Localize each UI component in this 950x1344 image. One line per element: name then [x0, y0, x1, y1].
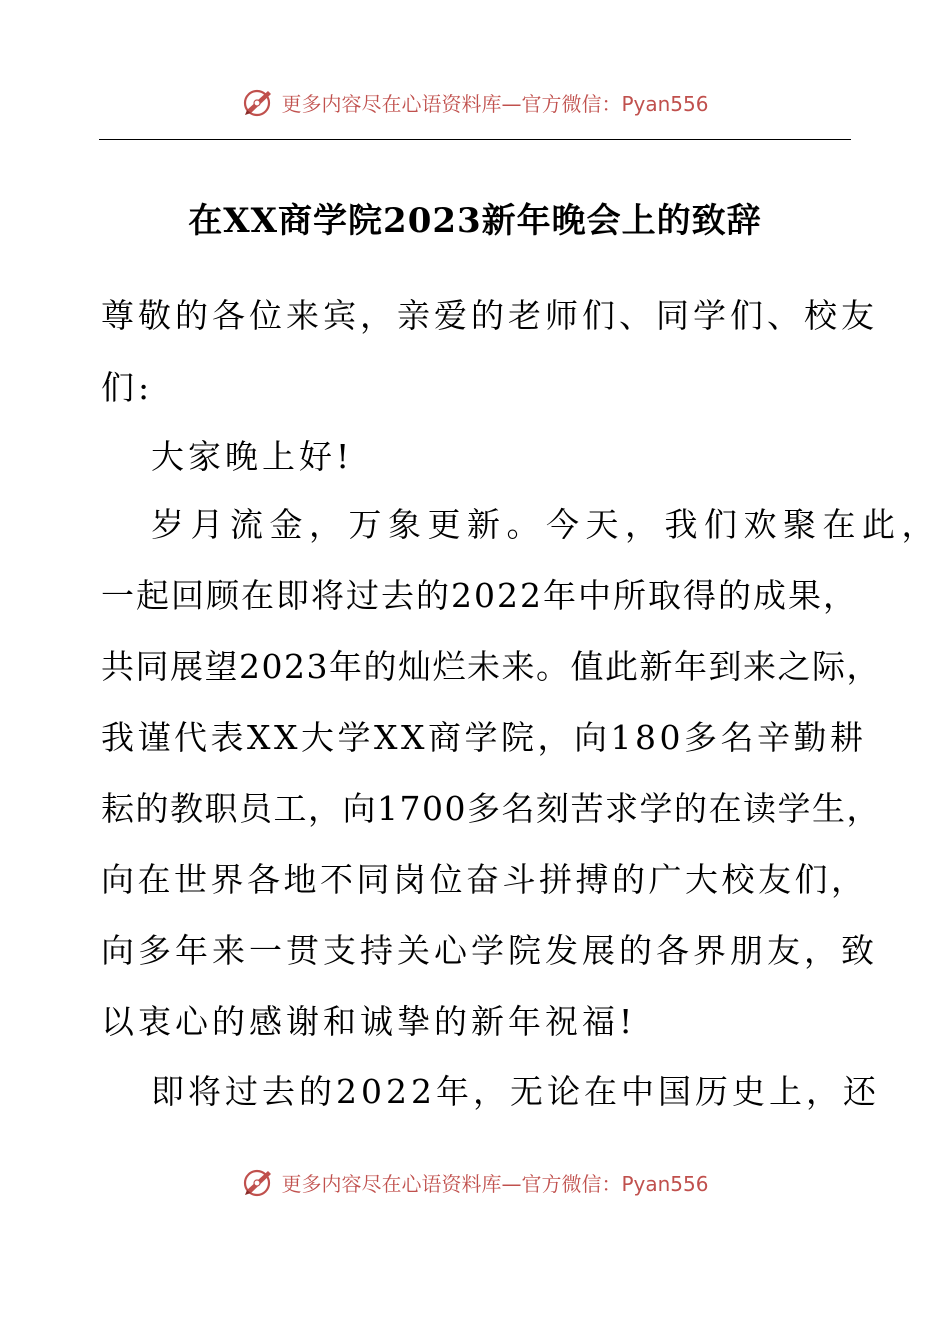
body-line-11: 以衷心的感谢和诚挚的新年祝福! [101, 1002, 637, 1041]
pen-logo-icon [241, 85, 275, 119]
footer-banner-text: 更多内容尽在心语资料库—官方微信：Pyan556 [281, 1171, 709, 1196]
pen-logo-icon [241, 1165, 275, 1199]
body-line-12: 即将过去的2022年，无论在中国历史上，还 [151, 1072, 880, 1111]
header-banner-text: 更多内容尽在心语资料库—官方微信：Pyan556 [281, 91, 709, 116]
header-banner [0, 82, 950, 122]
body-line-4: 岁月流金，万象更新。今天，我们欢聚在此， [151, 505, 941, 544]
body-line-3: 大家晚上好! [151, 437, 354, 476]
body-line-7: 我谨代表XX大学XX商学院，向180多名辛勤耕 [101, 718, 867, 757]
footer-banner [0, 1162, 950, 1202]
header-banner-content [241, 85, 708, 119]
body-line-5: 一起回顾在即将过去的2022年中所取得的成果， [101, 576, 858, 615]
body-line-2: 们: [101, 368, 154, 407]
footer-banner-content [241, 1165, 708, 1199]
body-line-6: 共同展望2023年的灿烂未来。值此新年到来之际， [101, 647, 881, 686]
body-line-10: 向多年来一贯支持关心学院发展的各界朋友，致 [101, 931, 878, 970]
document-title: 在XX商学院2023新年晚会上的致辞 [188, 201, 762, 241]
body-line-8: 耘的教职员工，向1700多名刻苦求学的在读学生， [101, 789, 881, 828]
header-divider [99, 139, 851, 140]
body-line-9: 向在世界各地不同岗位奋斗拼搏的广大校友们， [101, 860, 868, 899]
body-line-1: 尊敬的各位来宾，亲爱的老师们、同学们、校友 [101, 296, 878, 335]
